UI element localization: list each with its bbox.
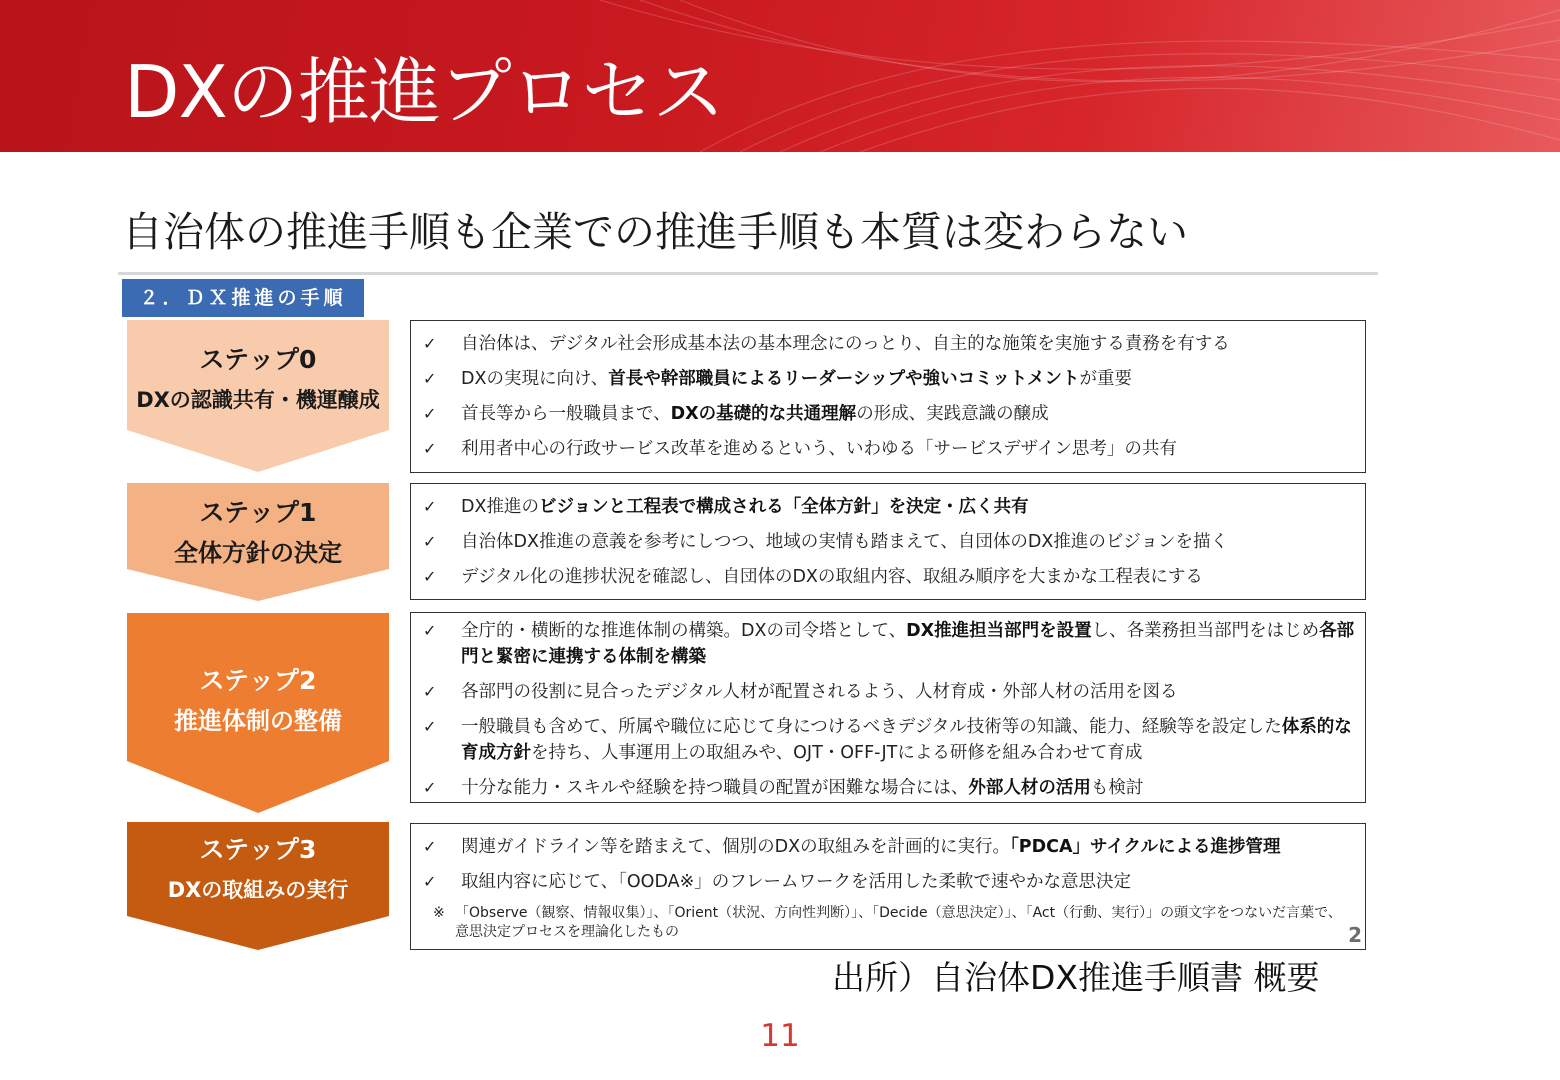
step-3-box — [410, 823, 1366, 950]
inner-page-number: 2 — [1348, 923, 1362, 947]
step-1-box — [410, 483, 1366, 600]
divider — [118, 272, 1378, 275]
step-2-bullets — [411, 618, 1355, 801]
bullet-text: DX推進の — [461, 497, 539, 517]
step-3-name: ステップ3 — [199, 835, 317, 864]
check-icon: ✓ — [423, 369, 437, 388]
step-3-desc: DXの取組みの実行 — [167, 878, 349, 902]
check-icon: ✓ — [423, 682, 437, 701]
bullet-item — [411, 834, 1351, 860]
bullet-emphasis: DX推進担当部門を設置 — [906, 621, 1092, 641]
section-label: ２．ＤＸ推進の手順 — [122, 279, 364, 317]
bullet-text: 自治体DX推進の意義を参考にしつつ、地域の実情も踏まえて、自団体のDX推進のビジョンを描く — [461, 532, 1229, 552]
bullet-item — [411, 618, 1355, 670]
bullet-emphasis: 外部人材の活用 — [968, 778, 1091, 798]
subtitle: 自治体の推進手順も企業での推進手順も本質は変わらない — [122, 208, 1188, 256]
bullet-text: 全庁的・横断的な推進体制の構築。DXの司令塔として、 — [461, 621, 907, 641]
bullet-emphasis: DXの基礎的な共通理解 — [670, 404, 857, 424]
check-icon: ✓ — [423, 872, 437, 891]
bullet-emphasis: 体系的な育成方針 — [461, 717, 1352, 763]
page-number: 11 — [760, 1018, 800, 1054]
step-3-bullets — [411, 834, 1351, 895]
step-2-desc: 推進体制の整備 — [174, 707, 342, 735]
step-2-box — [410, 612, 1366, 803]
bullet-emphasis: 「PDCA」サイクルによる進捗管理 — [1010, 837, 1281, 857]
check-icon: ✓ — [423, 439, 437, 458]
bullet-item — [411, 331, 1351, 357]
step-2-arrow — [127, 613, 389, 813]
bullet-text: し、各業務担当部門をはじめ — [1091, 621, 1320, 641]
bullet-text: 各部門の役割に見合ったデジタル人材が配置されるよう、人材育成・外部人材の活用を図る — [461, 682, 1178, 702]
bullet-item — [411, 436, 1351, 462]
check-icon: ✓ — [423, 717, 437, 736]
check-icon: ✓ — [423, 567, 437, 586]
check-icon: ✓ — [423, 532, 437, 551]
step-0-arrow — [127, 320, 389, 472]
step-0-bullets — [411, 331, 1351, 462]
bullet-text: 取組内容に応じて、「OODA※」のフレームワークを活用した柔軟で速やかな意思決定 — [461, 872, 1132, 892]
bullet-item — [411, 494, 1351, 520]
check-icon: ✓ — [423, 621, 437, 640]
bullet-item — [411, 679, 1355, 705]
bullet-text: が重要 — [1079, 369, 1133, 389]
page-title: DXの推進プロセス — [124, 50, 724, 134]
footnote-text: 「Observe（観察、情報収集）」、「Orient（状況、方向性判断）」、「Decide（意思決定）」、「Act（行動、実行）」の頭文字をつないだ言葉で、意思決定プロセスを理論化したもの — [455, 905, 1342, 940]
bullet-text: 自治体は、デジタル社会形成基本法の基本理念にのっとり、自主的な施策を実施する責務を有する — [461, 334, 1230, 354]
bullet-text: 関連ガイドライン等を踏まえて、個別のDXの取組みを計画的に実行。 — [461, 837, 1011, 857]
bullet-item — [411, 714, 1355, 766]
bullet-text: DXの実現に向け、 — [461, 369, 609, 389]
bullet-text: 利用者中心の行政サービス改革を進めるという、いわゆる「サービスデザイン思考」の共有 — [461, 439, 1177, 459]
bullet-emphasis: 首長や幹部職員によるリーダーシップや強いコミットメント — [608, 369, 1080, 389]
bullet-item — [411, 401, 1351, 427]
step-1-bullets — [411, 494, 1351, 590]
step-0-box — [410, 320, 1366, 473]
bullet-item — [411, 564, 1351, 590]
bullet-text: 首長等から一般職員まで、 — [461, 404, 671, 424]
bullet-text: 一般職員も含めて、所属や職位に応じて身につけるべきデジタル技術等の知識、能力、経験等を設定した — [461, 717, 1282, 737]
bullet-text: 十分な能力・スキルや経験を持つ職員の配置が困難な場合には、 — [461, 778, 969, 798]
step-3-arrow — [127, 822, 389, 950]
bullet-emphasis: ビジョンと工程表で構成される「全体方針」を決定・広く共有 — [538, 497, 1029, 517]
bullet-item — [411, 775, 1355, 801]
bullet-text: を持ち、人事運用上の取組みや、OJT・OFF-JTによる研修を組み合わせて育成 — [531, 743, 1143, 763]
step-1-arrow — [127, 483, 389, 601]
footnote-mark: ※ — [433, 905, 445, 921]
bullet-item — [411, 869, 1351, 895]
source-citation: 出所）自治体DX推進手順書 概要 — [832, 958, 1320, 997]
footnote — [411, 904, 1351, 942]
bullet-text: も検討 — [1090, 778, 1144, 798]
step-2-name: ステップ2 — [199, 666, 317, 695]
header-banner — [0, 0, 1560, 152]
step-1-desc: 全体方針の決定 — [174, 539, 342, 567]
check-icon: ✓ — [423, 497, 437, 516]
bullet-item — [411, 529, 1351, 555]
step-0-desc: DXの認識共有・機運醸成 — [136, 388, 380, 412]
check-icon: ✓ — [423, 404, 437, 423]
bullet-item — [411, 366, 1351, 392]
bullet-text: の形成、実践意識の醸成 — [856, 404, 1049, 424]
bullet-emphasis: 各部門と緊密に連携する体制を構築 — [461, 621, 1355, 667]
check-icon: ✓ — [423, 778, 437, 797]
check-icon: ✓ — [423, 837, 437, 856]
bullet-text: デジタル化の進捗状況を確認し、自団体のDXの取組内容、取組み順序を大まかな工程表にする — [461, 567, 1203, 587]
check-icon: ✓ — [423, 334, 437, 353]
step-1-name: ステップ1 — [199, 498, 317, 527]
step-0-name: ステップ0 — [199, 345, 317, 374]
